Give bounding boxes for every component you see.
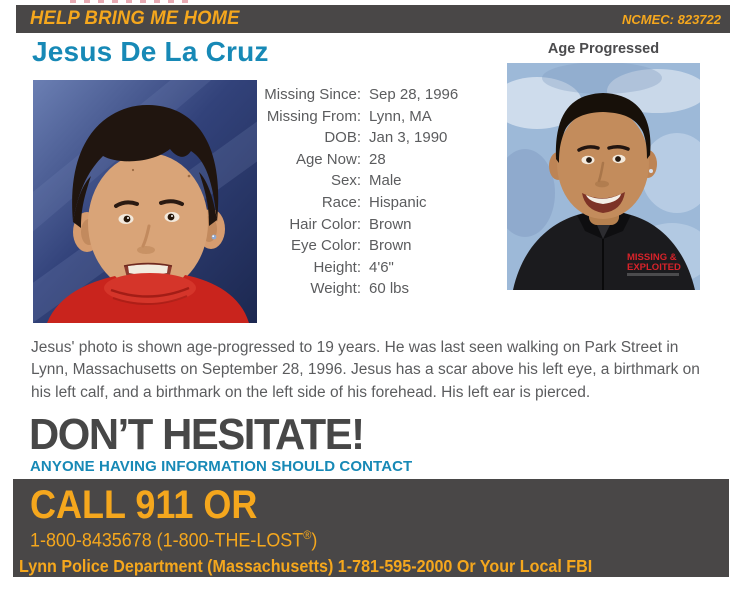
call-911-line: CALL 911 OR xyxy=(30,483,258,527)
banner-title: HELP BRING ME HOME xyxy=(30,8,240,29)
detail-label: Height: xyxy=(313,258,361,276)
detail-value: 60 lbs xyxy=(369,280,410,298)
detail-row xyxy=(260,214,498,236)
detail-value: 4'6" xyxy=(369,258,394,276)
registered-mark: ® xyxy=(303,528,312,543)
detail-row xyxy=(260,84,498,106)
detail-row xyxy=(260,192,498,214)
detail-label: Sex: xyxy=(330,172,361,190)
detail-label: Age Now: xyxy=(295,150,361,168)
detail-value: Hispanic xyxy=(369,193,427,211)
detail-label: DOB: xyxy=(324,129,361,147)
ncmec-case-number: NCMEC: 823722 xyxy=(622,11,721,27)
age-progressed-photo xyxy=(507,63,700,290)
header-bar xyxy=(16,5,730,33)
detail-value: Male xyxy=(369,172,402,190)
watermark-line2: EXPLOITED xyxy=(627,262,681,273)
detail-row xyxy=(260,127,498,149)
hotline-number xyxy=(30,528,673,553)
detail-value: Brown xyxy=(369,215,412,233)
detail-value: 28 xyxy=(369,150,386,168)
detail-row xyxy=(260,170,498,192)
age-progressed-caption: Age Progressed xyxy=(547,41,660,57)
cropped-top-artifact xyxy=(70,0,190,3)
hotline-suffix: ) xyxy=(311,529,318,552)
detail-label: Missing Since: xyxy=(264,86,361,103)
details-list xyxy=(260,84,498,300)
police-contact-line: Lynn Police Department (Massachusetts) 1-781-595-2000 Or Your Local FBI xyxy=(19,555,593,576)
detail-row xyxy=(260,149,498,171)
detail-label: Missing From: xyxy=(266,107,361,125)
missing-person-name: Jesus De La Cruz xyxy=(32,36,269,67)
detail-row xyxy=(260,257,498,279)
contact-footer xyxy=(13,479,729,577)
detail-label: Race: xyxy=(321,193,361,211)
detail-row xyxy=(260,235,498,257)
detail-row xyxy=(260,106,498,128)
detail-value: Lynn, MA xyxy=(369,107,432,125)
detail-row xyxy=(260,278,498,300)
detail-value: Jan 3, 1990 xyxy=(369,129,448,147)
childhood-photo xyxy=(33,80,257,323)
hotline-prefix: 1-800-8435678 (1-800-THE-LOST xyxy=(30,529,304,552)
detail-label: Weight: xyxy=(310,280,361,298)
detail-label: Hair Color: xyxy=(289,215,361,233)
detail-value: Brown xyxy=(369,237,412,255)
cta-subheadline: ANYONE HAVING INFORMATION SHOULD CONTACT xyxy=(30,458,413,475)
watermark-line1: MISSING & xyxy=(627,252,677,263)
detail-label: Eye Color: xyxy=(290,237,361,255)
cta-headline: DON’T HESITATE! xyxy=(29,410,364,459)
case-description: Jesus' photo is shown age-progressed to 19 years. He was last seen walking on Park Street in Lynn, Massachusetts on September 28, 1996. Jesus has a scar above his left eye, a birthmark on his left calf, and a birthmark on the left side of his forehead. His left ear is pierced. xyxy=(31,339,700,401)
detail-value: Sep 28, 1996 xyxy=(369,86,459,103)
